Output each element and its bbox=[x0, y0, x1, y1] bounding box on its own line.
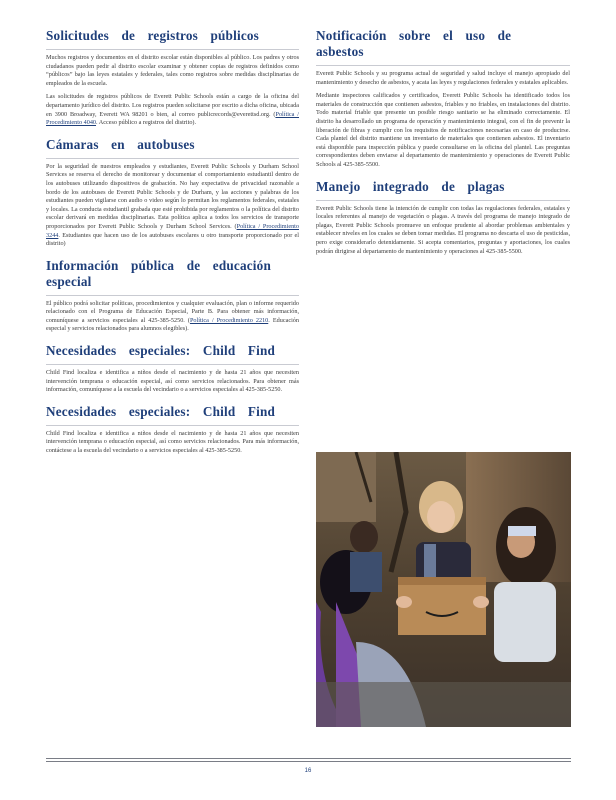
paragraph: Child Find localiza e identifica a niños desde el nacimiento y de hasta 21 años que necesiten intervención temprana o educación especial, así como servicios relacionados. Para obtener más información, comuníquese a la escuela del vecindario o a servicios especiales al 425-385-5250. bbox=[46, 369, 299, 394]
text: . Educación especial y servicios relacionados para alumnos elegibles). bbox=[46, 316, 299, 333]
section-child-find-2 bbox=[46, 404, 299, 456]
section-bus-cameras bbox=[46, 137, 299, 249]
text: . Estudiantes que hacen uso de los autobuses escolares u otro transporte proporcionado por el distrito) bbox=[46, 231, 299, 248]
photo-illustration bbox=[316, 452, 571, 727]
section-public-records bbox=[46, 28, 299, 128]
text: Por la seguridad de nuestros empleados y estudiantes, Everett Public Schools y Durham School Services se reserva el derecho de monitorear y documentar el comportamiento estudiantil dentro de los autobuses utilizando dispositivos de grabación. No hay expectativa de privacidad razonable a bordo de los autobuses de Everett Public Schools y de Durham, y las acciones y palabras de los estudiantes pueden vigilarse con audio o video según lo permitan los reglamentos federales, estatales y locales. La conducta estudiantil grabada que esté prohibida por reglamentos o la política del distrito escolar derivará en medidas disciplinarias. Esta política aplica a todos los servicios de transporte proporcionados por Everett Public Schools y Durham School Services. ( bbox=[46, 162, 299, 230]
paragraph: Everett Public Schools y su programa actual de seguridad y salud incluye el manejo apropiado del mantenimiento y desecho de asbestos, y acata las leyes y regulaciones federales y estatales aplicables. bbox=[316, 70, 570, 86]
paragraph: Everett Public Schools tiene la intención de cumplir con todas las regulaciones federales, estatales y locales referentes al manejo de vegetación o plagas. A través del programa de manejo integrado de plagas, Everett Public Schools promueve un enfoque prudente al abordar problemas ambientales y establecer niveles en los cuales se deben tomar medidas. El programa no descarta el uso de pesticidas, pero exige considerarlo detenidamente. Si acepta comentarios, preguntas y aportaciones, los cuales podrán dirigirse al departamento de mantenimiento y operaciones al 425-385-5500. bbox=[316, 204, 570, 255]
page-number: 16 bbox=[304, 768, 312, 774]
section-title: Cámaras en autobuses bbox=[46, 137, 299, 159]
section-title: Solicitudes de registros públicos bbox=[46, 28, 299, 50]
section-special-ed-info bbox=[46, 258, 299, 334]
section-child-find-1 bbox=[46, 343, 299, 395]
policy-link[interactable]: Política / Procedimiento 3244 bbox=[46, 222, 299, 239]
section-title: Notificación sobre el uso de asbestos bbox=[316, 28, 570, 66]
paragraph bbox=[46, 93, 299, 127]
left-column bbox=[46, 28, 299, 465]
text: Las solicitudes de registros públicos de Everett Public Schools están a cargo de la oficina del departamento jurídico del distrito. Los registros pueden solicitarse por escrito a dicha oficina, ubicada en 3900 Broadway, Everett WA 98201 o bien, al correo publicrecords@everettsd.org. ( bbox=[46, 93, 299, 118]
section-asbestos bbox=[316, 28, 570, 170]
section-title: Necesidades especiales: Child Find bbox=[46, 343, 299, 365]
text: . Acceso público a registros del distrito). bbox=[96, 119, 197, 127]
paragraph: Mediante inspectores calificados y certificados, Everett Public Schools ha identificado todos los materiales de construcción que contienen asbestos, friables y no friables, en instalaciones del distrito. Todo material friable que presente un posible riesgo sanitario se ha eliminado correctamente. El distrito ha desarrollado un programa de operación y mantenimiento integral, con el fin de prevenir la liberación de fibras y cumplir con los requisitos de notificaciones necesarias en caso de producirse. Cada plantel del distrito mantiene un inventario de materiales que contienen asbestos. El inventario está disponible para inspección pública y puede consultarse en la oficina del plantel. Las preguntas correspondientes deben enviarse al departamento de mantenimiento y operaciones de Everett Public Schools al 425-385-5500. bbox=[316, 92, 570, 168]
paragraph: Child Find localiza e identifica a niños desde el nacimiento y de hasta 21 años que necesiten intervención temprana o educación especial, así como servicios relacionados. Para más información, contáctese a la escuela del vecindario o a servicios especiales al 425-385-5250. bbox=[46, 429, 299, 455]
paragraph: Muchos registros y documentos en el distrito escolar están disponibles al público. Los padres y otros ciudadanos pueden pedir al distrito escolar examinar y obtener copias de registros definidos como “públicos” bajo las leyes estatales y federales, tales como registros sobre medidas disciplinarias de empleados de la escuela. bbox=[46, 54, 299, 87]
right-column bbox=[316, 28, 570, 265]
paragraph bbox=[46, 163, 299, 249]
section-title: Manejo integrado de plagas bbox=[316, 179, 570, 201]
students-eclipse-photo bbox=[316, 452, 571, 727]
policy-link[interactable]: Política / Procedimiento 4040 bbox=[46, 110, 299, 127]
footer-rule bbox=[46, 761, 571, 762]
paragraph bbox=[46, 300, 299, 334]
section-title: Necesidades especiales: Child Find bbox=[46, 404, 299, 426]
policy-link[interactable]: Política / Procedimiento 2210 bbox=[189, 316, 269, 324]
footer-rule bbox=[46, 758, 571, 759]
text: El público podrá solicitar políticas, procedimientos y cualquier evaluación, plan o informe requerido relacionado con el Programa de Educación Especial, Parte B. Para obtener más información, comuníquese a servicios especiales al 425-385-5250. ( bbox=[46, 299, 299, 324]
section-pest-management bbox=[316, 179, 570, 257]
section-title: Información pública de educación especial bbox=[46, 258, 299, 296]
